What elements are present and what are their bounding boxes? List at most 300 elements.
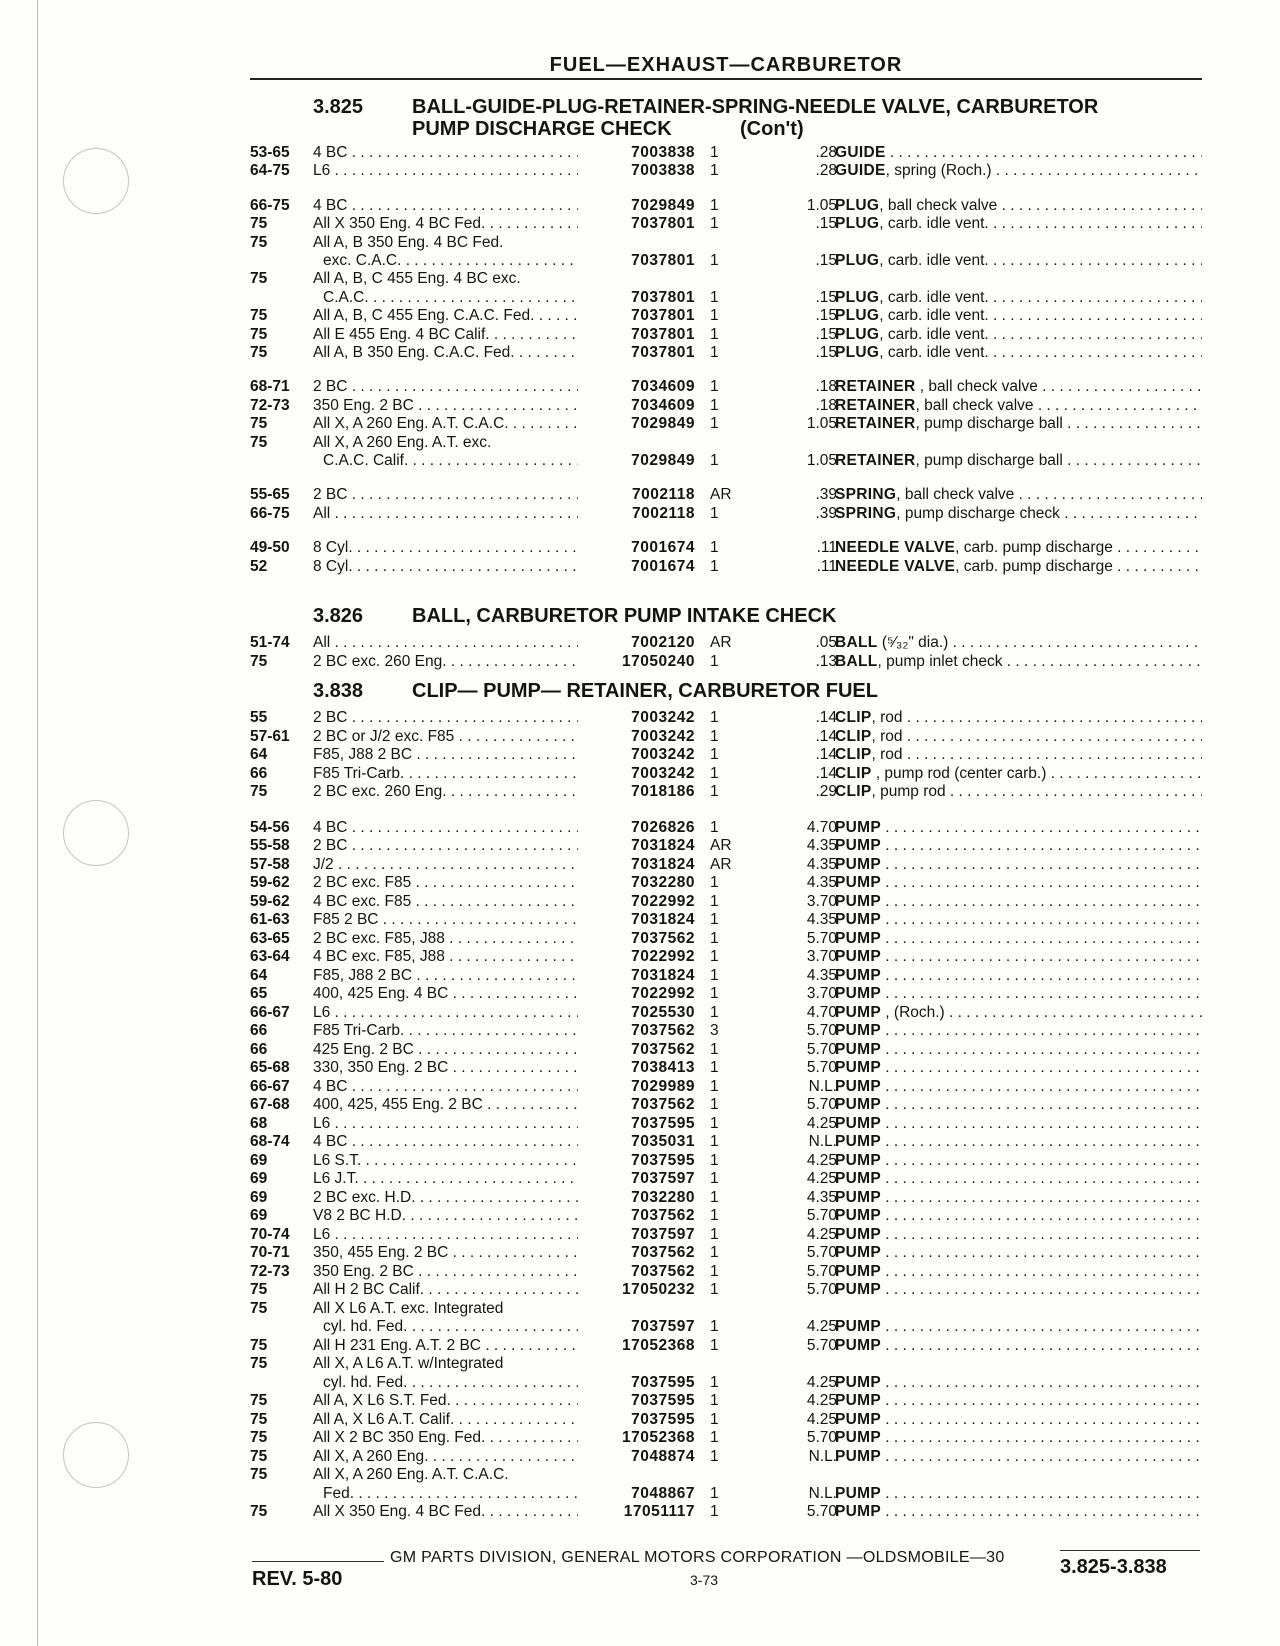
application-text: 2 BC exc. H.D. — [313, 1188, 416, 1206]
price: 4.35 — [806, 911, 837, 928]
part-name: CLIP — [835, 783, 872, 800]
part-name: PUMP — [835, 1225, 881, 1243]
quantity: 1 — [710, 1225, 719, 1243]
catalog-row — [250, 485, 1202, 505]
price: 3.70 — [806, 985, 837, 1002]
section-heading-continued — [0, 118, 1280, 142]
price: .15 — [815, 325, 837, 343]
quantity: AR — [710, 634, 732, 651]
price: 4.25 — [806, 1373, 837, 1391]
part-detail: , pump discharge ball — [915, 452, 1063, 469]
part-detail: , carb. idle vent. — [879, 325, 989, 343]
part-number: 7001674 — [631, 557, 695, 575]
price: N.L. — [808, 1447, 837, 1465]
quantity: 1 — [710, 307, 719, 325]
catalog-row — [250, 910, 1202, 930]
model-year: 70-74 — [250, 1225, 290, 1243]
part-description — [835, 1151, 1202, 1171]
model-year: 64-75 — [250, 162, 290, 180]
model-year: 51-74 — [250, 634, 290, 651]
leader-dots — [881, 1078, 1202, 1095]
part-name: PUMP — [835, 1188, 881, 1206]
application — [313, 161, 578, 181]
application-text: 4 BC exc. F85 — [313, 892, 412, 910]
price: 4.25 — [806, 1151, 837, 1169]
application-text: 350 Eng. 2 BC — [313, 396, 414, 414]
catalog-row — [250, 1058, 1202, 1078]
part-description — [835, 1225, 1202, 1245]
leader-dots — [992, 162, 1202, 179]
catalog-row — [250, 251, 1202, 271]
leader-dots — [1063, 415, 1202, 432]
catalog-row — [250, 1280, 1202, 1300]
leader-dots — [424, 1281, 578, 1298]
part-name: PUMP — [835, 1262, 881, 1280]
application — [323, 288, 578, 308]
part-description — [835, 214, 1202, 234]
leader-dots — [330, 1115, 578, 1132]
application — [313, 910, 578, 930]
leader-dots — [881, 1226, 1202, 1243]
catalog-row — [250, 1410, 1202, 1430]
quantity: 1 — [710, 1336, 719, 1354]
leader-dots — [330, 162, 578, 179]
application-text: L6 — [313, 1114, 331, 1132]
quantity: 1 — [710, 727, 719, 745]
part-detail: , rod — [871, 709, 903, 726]
quantity: 1 — [710, 1188, 719, 1206]
part-description — [835, 1132, 1202, 1152]
application — [313, 1095, 578, 1115]
leader-dots — [404, 1022, 578, 1039]
application — [313, 233, 578, 253]
application — [323, 251, 578, 271]
price: 4.35 — [806, 874, 837, 891]
leader-dots — [881, 967, 1202, 984]
catalog-row — [250, 414, 1202, 434]
leader-dots — [1113, 539, 1202, 556]
application — [313, 745, 578, 765]
part-number: 7026826 — [631, 818, 695, 836]
quantity: 1 — [710, 1262, 719, 1280]
catalog-row — [250, 1040, 1202, 1060]
part-number: 7029849 — [631, 196, 695, 214]
leader-dots — [881, 1448, 1202, 1465]
part-number: 7037562 — [631, 1022, 695, 1039]
part-name: PUMP — [835, 1096, 881, 1113]
catalog-row — [250, 214, 1202, 234]
part-name: PUMP — [835, 1503, 881, 1520]
leader-dots — [1034, 397, 1202, 414]
section-heading — [0, 605, 1280, 629]
leader-dots — [1002, 653, 1202, 670]
application — [323, 1317, 578, 1337]
section-heading — [0, 96, 1280, 120]
price: 4.25 — [806, 1318, 837, 1335]
part-description — [835, 892, 1202, 912]
price: .18 — [815, 396, 837, 414]
leader-dots — [881, 1059, 1202, 1076]
catalog-row — [250, 377, 1202, 397]
part-name: PUMP — [835, 1059, 881, 1076]
catalog-row — [250, 1447, 1202, 1467]
part-number: 7037801 — [631, 325, 695, 343]
price: 4.70 — [806, 1003, 837, 1021]
price: 5.70 — [806, 929, 837, 947]
catalog-row — [250, 325, 1202, 345]
part-name: CLIP — [835, 709, 872, 726]
part-description — [835, 1262, 1202, 1282]
application — [313, 633, 578, 653]
part-description — [835, 1040, 1202, 1060]
leader-dots — [481, 1337, 578, 1354]
application — [313, 1502, 578, 1522]
price: 4.35 — [806, 837, 837, 854]
part-name: NEEDLE VALVE — [835, 539, 956, 557]
leader-dots — [359, 1170, 578, 1187]
part-description — [835, 855, 1202, 875]
part-name: PUMP — [835, 948, 881, 965]
application-text: 400, 425, 455 Eng. 2 BC — [313, 1096, 483, 1113]
price: 5.70 — [806, 1262, 837, 1280]
price: .14 — [815, 746, 837, 763]
quantity: 1 — [710, 818, 719, 836]
part-name: PUMP — [835, 1373, 881, 1391]
leader-dots — [411, 874, 578, 891]
leader-dots — [881, 1244, 1202, 1261]
quantity: 1 — [710, 1373, 719, 1391]
application-text: All — [313, 634, 331, 651]
part-name: PUMP — [835, 1207, 881, 1224]
leader-dots — [881, 1281, 1202, 1298]
application-text: F85 Tri-Carb. — [313, 764, 405, 782]
quantity: 1 — [710, 1429, 719, 1446]
leader-dots — [347, 197, 578, 214]
quantity: 1 — [710, 1170, 719, 1187]
application — [313, 1114, 578, 1134]
catalog-row — [250, 745, 1202, 765]
application-text: 350 Eng. 2 BC — [313, 1262, 414, 1280]
quantity: 1 — [710, 215, 719, 233]
application — [313, 984, 578, 1004]
part-number: 7002118 — [632, 486, 695, 504]
model-year: 75 — [250, 1503, 268, 1520]
leader-dots — [411, 893, 578, 910]
catalog-row — [250, 143, 1202, 163]
catalog-row — [250, 727, 1202, 747]
section-title: BALL, CARBURETOR PUMP INTAKE CHECK — [412, 605, 837, 627]
leader-dots — [881, 1207, 1202, 1224]
price: .14 — [815, 764, 837, 782]
application-text: All X, A 260 Eng. A.T. C.A.C. — [313, 415, 509, 433]
model-year: 64 — [250, 966, 268, 984]
leader-dots — [1038, 378, 1202, 395]
model-year: 53-65 — [250, 144, 290, 161]
leader-dots — [369, 289, 578, 306]
leader-dots — [445, 930, 578, 947]
price: 5.70 — [806, 1503, 837, 1520]
part-name: GUIDE — [835, 162, 886, 180]
leader-dots — [428, 1448, 578, 1465]
part-name: BALL — [835, 634, 878, 651]
application-text: C.A.C. — [323, 288, 369, 306]
model-year: 68-74 — [250, 1133, 290, 1150]
model-year: 52 — [250, 557, 268, 575]
quantity: 1 — [710, 288, 719, 306]
part-detail: , ball check valve — [915, 396, 1034, 414]
application-text: cyl. hd. Fed. — [323, 1373, 408, 1391]
model-year: 66 — [250, 764, 268, 782]
price: 5.70 — [806, 1096, 837, 1113]
catalog-row — [250, 288, 1202, 308]
part-number: 7037801 — [631, 307, 695, 325]
application — [313, 377, 578, 397]
catalog-row — [250, 1465, 1202, 1485]
quantity: 1 — [710, 746, 719, 763]
model-year: 75 — [250, 1299, 268, 1317]
catalog-row — [250, 343, 1202, 363]
price: .39 — [815, 486, 837, 504]
leader-dots — [416, 1189, 579, 1206]
part-description — [835, 910, 1202, 930]
part-description — [835, 557, 1202, 577]
application — [313, 1040, 578, 1060]
quantity: 1 — [710, 1040, 719, 1058]
price: 1.05 — [806, 452, 837, 469]
leader-dots — [881, 1337, 1202, 1354]
application-text: 4 BC — [313, 144, 348, 161]
part-name: NEEDLE VALVE — [835, 557, 956, 575]
model-year: 69 — [250, 1151, 268, 1169]
application — [313, 1058, 578, 1078]
price: 3.70 — [806, 892, 837, 910]
part-number: 7002120 — [631, 634, 695, 651]
leader-dots — [401, 252, 578, 269]
quantity: 1 — [710, 144, 719, 161]
application-text: exc. C.A.C. — [323, 252, 402, 269]
part-detail: , pump rod — [871, 783, 946, 800]
application-text: Fed. — [323, 1484, 355, 1502]
part-number: 7034609 — [631, 396, 695, 414]
model-year: 59-62 — [250, 874, 290, 891]
application-text: All X L6 A.T. exc. Integrated — [313, 1299, 504, 1317]
part-number: 7037595 — [631, 1410, 695, 1428]
leader-dots — [485, 1503, 578, 1520]
part-description — [835, 343, 1202, 363]
price: .39 — [815, 504, 837, 522]
part-name: PUMP — [835, 1410, 881, 1428]
part-name: RETAINER — [835, 378, 916, 396]
part-description — [835, 1188, 1202, 1208]
part-number: 7037595 — [631, 1151, 695, 1169]
part-number: 7003242 — [631, 709, 695, 726]
price: 1.05 — [806, 415, 837, 433]
application-text: cyl. hd. Fed. — [323, 1318, 408, 1335]
catalog-row — [250, 1299, 1202, 1319]
application — [313, 196, 578, 216]
model-year: 66-75 — [250, 196, 290, 214]
model-year: 75 — [250, 415, 268, 433]
footer-corporation: GM PARTS DIVISION, GENERAL MOTORS CORPORATION —OLDSMOBILE—30 — [390, 1549, 1005, 1566]
model-year: 57-61 — [250, 727, 290, 745]
price: .05 — [815, 634, 837, 651]
leader-dots — [881, 1503, 1202, 1520]
application — [313, 855, 578, 875]
catalog-row — [250, 782, 1202, 802]
price: 4.70 — [806, 818, 837, 836]
part-name: PUMP — [835, 1447, 881, 1465]
part-name: PUMP — [835, 818, 881, 836]
price: .29 — [815, 783, 837, 800]
leader-dots — [1060, 505, 1202, 522]
catalog-row — [250, 451, 1202, 471]
part-detail: , rod — [871, 727, 903, 745]
application-text: All X 350 Eng. 4 BC Fed. — [313, 1503, 486, 1520]
part-description — [835, 1206, 1202, 1226]
model-year: 68 — [250, 1114, 268, 1132]
punch-hole-middle — [63, 800, 129, 866]
catalog-row — [250, 1151, 1202, 1171]
section-title-line2: PUMP DISCHARGE CHECK — [412, 118, 672, 140]
model-year: 72-73 — [250, 1262, 290, 1280]
price: 5.70 — [806, 1207, 837, 1224]
application — [313, 1243, 578, 1263]
part-description — [835, 1484, 1202, 1504]
model-year: 75 — [250, 1392, 268, 1409]
part-number: 7037595 — [631, 1114, 695, 1132]
application — [313, 485, 578, 505]
footer-rule-left — [252, 1561, 384, 1562]
leader-dots — [881, 1189, 1202, 1206]
catalog-row — [250, 1317, 1202, 1337]
application — [313, 433, 578, 453]
application — [313, 782, 578, 802]
leader-dots — [881, 1041, 1202, 1058]
part-detail: , carb. idle vent. — [879, 344, 989, 361]
leader-dots — [881, 1485, 1202, 1502]
quantity: 1 — [710, 252, 719, 269]
catalog-row — [250, 1132, 1202, 1152]
part-name: PUMP — [835, 966, 881, 984]
part-description — [835, 1336, 1202, 1356]
leader-dots — [347, 709, 578, 726]
price: 5.70 — [806, 1281, 837, 1298]
catalog-row — [250, 433, 1202, 453]
leader-dots — [353, 558, 578, 575]
leader-dots — [881, 893, 1202, 910]
footer-page-number: 3-73 — [690, 1572, 719, 1588]
application-text: 2 BC or J/2 exc. F85 — [313, 727, 455, 745]
part-description — [835, 1373, 1202, 1393]
model-year: 66 — [250, 1022, 268, 1039]
part-description — [835, 306, 1202, 326]
application — [313, 818, 578, 838]
application — [313, 708, 578, 728]
leader-dots — [881, 874, 1202, 891]
price: 4.25 — [806, 1410, 837, 1428]
price: 4.25 — [806, 1170, 837, 1187]
catalog-row — [250, 1077, 1202, 1097]
price: 1.05 — [806, 196, 837, 214]
leader-dots — [347, 819, 578, 836]
application — [313, 1206, 578, 1226]
application — [313, 325, 578, 345]
part-name: PUMP — [835, 1429, 881, 1446]
part-description — [835, 1428, 1202, 1448]
price: 5.70 — [806, 1336, 837, 1354]
quantity: 1 — [710, 1096, 719, 1113]
application — [313, 1447, 578, 1467]
part-number: 7018186 — [631, 783, 695, 800]
quantity: 1 — [710, 325, 719, 343]
part-number: 7037562 — [631, 1207, 695, 1224]
model-year: 68-71 — [250, 378, 290, 396]
quantity: 1 — [710, 1133, 719, 1150]
quantity: 1 — [710, 196, 719, 214]
quantity: 1 — [710, 1151, 719, 1169]
application-text: All X, A 260 Eng. A.T. exc. — [313, 433, 492, 451]
application-text: All A, B 350 Eng. 4 BC Fed. — [313, 233, 504, 251]
part-description — [835, 745, 1202, 765]
leader-dots — [414, 397, 578, 414]
leader-dots — [881, 1133, 1202, 1150]
catalog-row — [250, 1021, 1202, 1041]
application — [323, 451, 578, 471]
part-description — [835, 1502, 1202, 1522]
leader-dots — [454, 728, 578, 745]
leader-dots — [347, 486, 578, 503]
part-name: PLUG — [835, 344, 880, 361]
part-number: 7038413 — [631, 1059, 695, 1076]
part-detail: , spring (Roch.) — [885, 162, 992, 180]
leader-dots — [447, 783, 578, 800]
catalog-row — [250, 633, 1202, 653]
price: .28 — [815, 144, 837, 161]
leader-dots — [881, 819, 1202, 836]
catalog-row — [250, 1428, 1202, 1448]
quantity: 1 — [710, 985, 719, 1002]
leader-dots — [451, 1392, 578, 1409]
part-description — [835, 764, 1202, 784]
part-description — [835, 1058, 1202, 1078]
leader-dots — [881, 985, 1202, 1002]
part-name: PUMP — [835, 1244, 881, 1261]
part-number: 17050240 — [622, 652, 695, 670]
price: N.L. — [808, 1484, 837, 1502]
part-number: 7037597 — [631, 1170, 695, 1187]
quantity: 1 — [710, 1003, 719, 1021]
quantity: 1 — [710, 1281, 719, 1298]
quantity: 1 — [710, 1077, 719, 1095]
part-name: PLUG — [835, 215, 880, 233]
part-name: SPRING — [835, 504, 897, 522]
leader-dots — [1113, 558, 1202, 575]
model-year: 75 — [250, 1336, 268, 1354]
part-description — [835, 1003, 1202, 1023]
part-number: 17051117 — [623, 1503, 695, 1520]
application-text: 330, 350 Eng. 2 BC — [313, 1059, 449, 1076]
application-text: 8 Cyl. — [313, 557, 353, 575]
part-name: SPRING — [835, 486, 897, 504]
application-text: 2 BC exc. F85, J88 — [313, 929, 445, 947]
part-name: PUMP — [835, 1133, 881, 1150]
part-description — [835, 1447, 1202, 1467]
part-description — [835, 414, 1202, 434]
quantity: 1 — [710, 1484, 719, 1502]
catalog-row — [250, 947, 1202, 967]
part-description — [835, 143, 1202, 163]
application-text: All X, A 260 Eng. — [313, 1447, 429, 1465]
